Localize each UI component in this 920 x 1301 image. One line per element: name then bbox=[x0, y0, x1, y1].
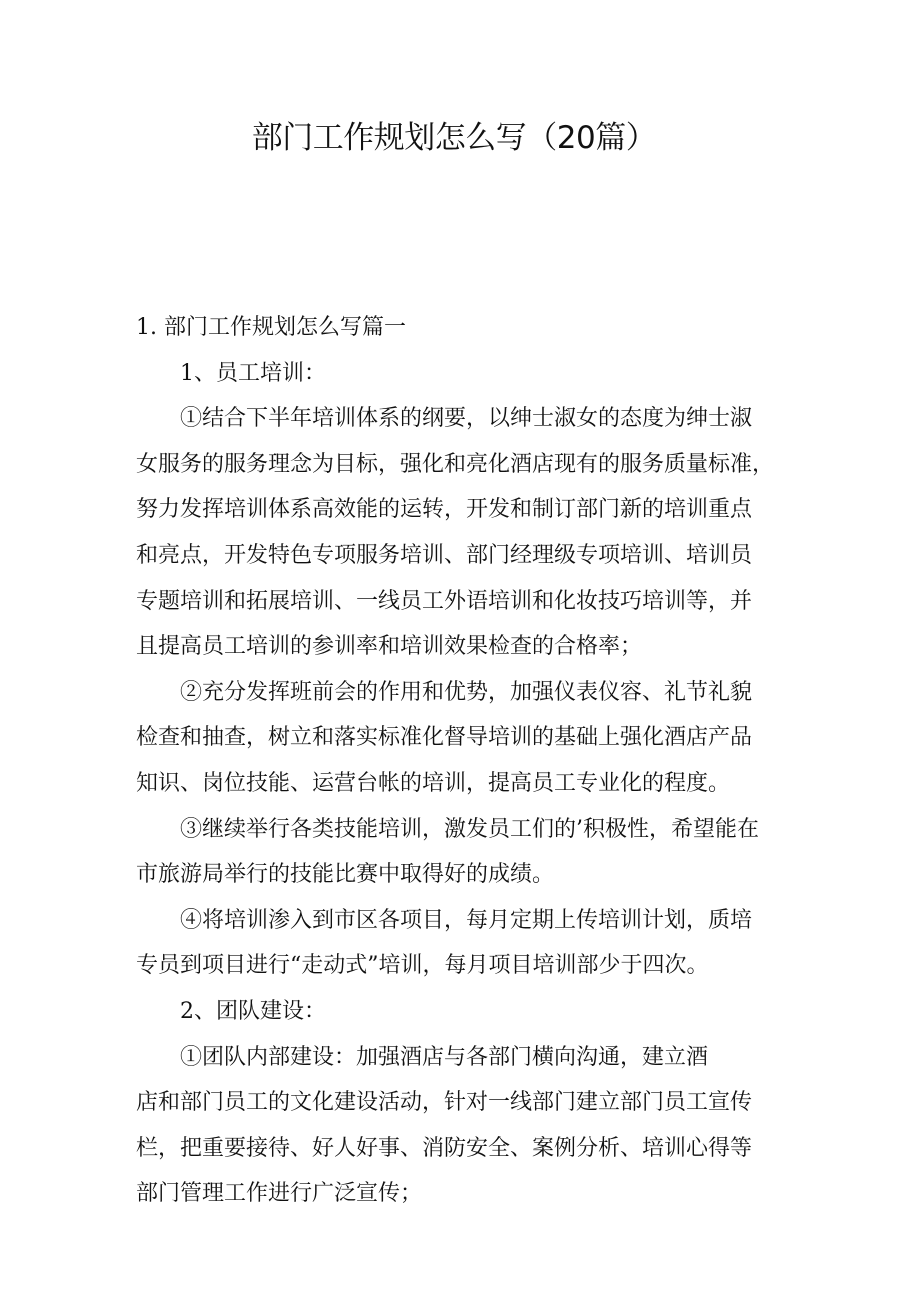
paragraph-line: ①团队内部建设：加强酒店与各部门横向沟通，建立酒 bbox=[180, 1044, 709, 1070]
paragraph-line: 专题培训和拓展培训、一线员工外语培训和化妆技巧培训等，并 bbox=[136, 588, 753, 614]
paragraph-line: ②充分发挥班前会的作用和优势，加强仪表仪容、礼节礼貌 bbox=[180, 679, 753, 705]
paragraph-line: ①结合下半年培训体系的纲要，以绅士淑女的态度为绅士淑 bbox=[180, 406, 753, 432]
paragraph-line: 且提高员工培训的参训率和培训效果检查的合格率； bbox=[136, 634, 643, 660]
section-heading: 1. 部门工作规划怎么写篇一 bbox=[136, 315, 406, 340]
subheading-staff-training: 1、员工培训： bbox=[180, 360, 326, 386]
paragraph-line: 检查和抽查，树立和落实标准化督导培训的基础上强化酒店产品 bbox=[136, 725, 753, 751]
document-body bbox=[136, 305, 796, 1217]
paragraph-line: 店和部门员工的文化建设活动，针对一线部门建立部门员工宣传 bbox=[136, 1090, 753, 1116]
paragraph-line: 知识、岗位技能、运营台帐的培训，提高员工专业化的程度。 bbox=[136, 770, 731, 796]
paragraph-line: 栏，把重要接待、好人好事、消防安全、案例分析、培训心得等 bbox=[136, 1135, 753, 1161]
paragraph-line: ③继续举行各类技能培训，激发员工们的’积极性，希望能在 bbox=[180, 816, 759, 842]
paragraph-line: 努力发挥培训体系高效能的运转，开发和制订部门新的培训重点 bbox=[136, 497, 753, 523]
paragraph-line: 市旅游局举行的技能比赛中取得好的成绩。 bbox=[136, 862, 555, 888]
paragraph-line: 女服务的服务理念为目标，强化和亮化酒店现有的服务质量标准， bbox=[136, 451, 775, 477]
paragraph-line: ④将培训渗入到市区各项目，每月定期上传培训计划，质培 bbox=[180, 907, 753, 933]
paragraph-line: 部门管理工作进行广泛宣传； bbox=[136, 1181, 423, 1207]
paragraph-line: 和亮点，开发特色专项服务培训、部门经理级专项培训、培训员 bbox=[136, 542, 753, 568]
subheading-team-building: 2、团队建设： bbox=[180, 998, 326, 1024]
document-title: 部门工作规划怎么写（20篇） bbox=[251, 120, 657, 156]
paragraph-line: 专员到项目进行“走动式”培训，每月项目培训部少于四次。 bbox=[136, 953, 709, 979]
